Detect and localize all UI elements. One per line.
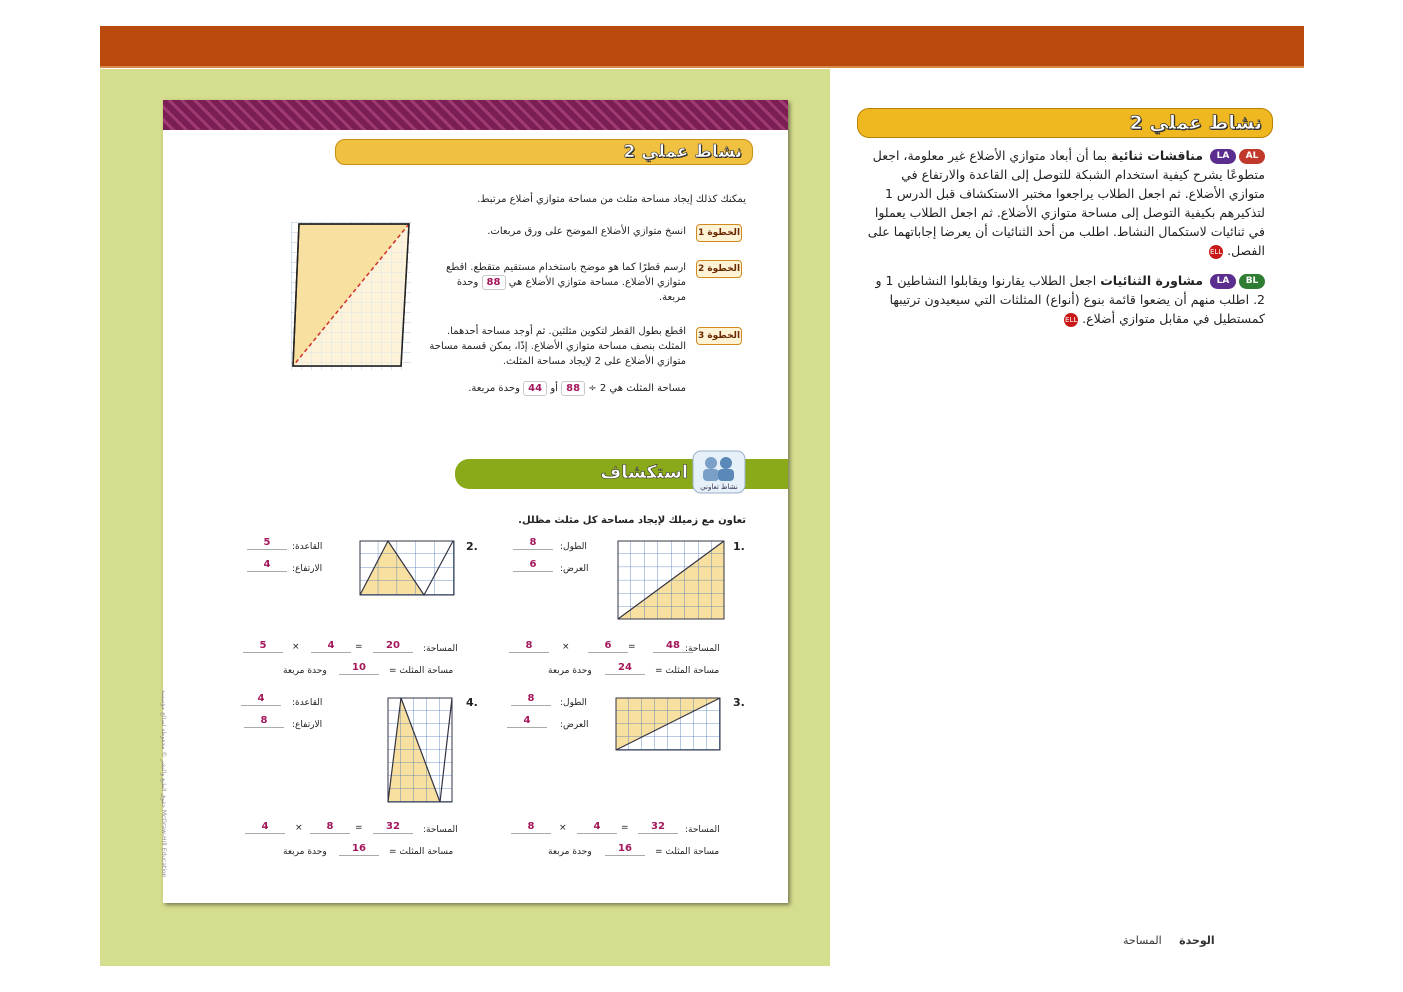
page-footer xyxy=(1123,934,1215,947)
note-1-text: بما أن أبعاد متوازي الأضلاع غير معلومة، اجعل متطوعًا يشرح كيفية استخدام الشبكة للتوصل إلى القاعدة والارتفاع في متوازي الأضلاع. ثم اجعل الطلاب يراجعوا مختبر الاستكشاف قبل الدرس 1 لتذكيرهم بكيفية التوصل إلى مساحة متوازي الأضلاع. ثم اجعل الطلاب يعملوا في ثنائيات لاستكمال النشاط. اطلب من أحد الثنائيات أن يعرضا إجاباتهما على الفصل. xyxy=(867,148,1265,258)
problem-1-area-a: 8 xyxy=(509,639,549,653)
problem-4-area-product: 32 xyxy=(373,820,413,834)
problem-1-value2: 6 xyxy=(513,558,553,572)
problem-2-area-a: 5 xyxy=(243,639,283,653)
problem-4-label1: القاعدة: xyxy=(292,698,323,708)
footer-unit-name: المساحة xyxy=(1123,934,1162,947)
problem-2-area-product: 20 xyxy=(373,639,413,653)
problem-1-triangle-label: مساحة المثلث = xyxy=(655,666,720,676)
note-pair-discussion xyxy=(865,146,1265,260)
note-1-heading: مناقشات ثنائية xyxy=(1111,148,1204,163)
area-second-answer: 44 xyxy=(523,381,547,396)
problem-3-area-product: 32 xyxy=(638,820,678,834)
level-pill-bl: BL xyxy=(1239,274,1265,289)
triangle-area-line: مساحة المثلث هي 2 ÷ 88 أو 44 وحدة مربعة. xyxy=(468,383,686,394)
problem-2-value1: 5 xyxy=(247,536,287,550)
problem-4-triangle-area: 16 xyxy=(339,842,379,856)
problem-4-number: 4. xyxy=(466,696,478,709)
explore-prompt: تعاون مع زميلك لإيجاد مساحة كل مثلث مظلل. xyxy=(518,515,746,526)
parallelogram-figure xyxy=(291,222,411,370)
problem-2-times: × xyxy=(292,642,300,652)
problem-3-equals: = xyxy=(621,823,629,833)
problem-3-label1: الطول: xyxy=(560,698,587,708)
page-title: نشاط عملي 2 xyxy=(623,142,742,162)
note-2-text: اجعل الطلاب يقارنوا ويقابلوا النشاطين 1 و 2. اطلب منهم أن يضعوا قائمة بنوع (أنواع) المثلثات التي سيعيدون ترتيبها كمستطيل في مقابل متوازي أضلاع. xyxy=(875,273,1265,326)
teacher-notes-title: نشاط عملي 2 xyxy=(1129,112,1262,134)
step-3-text: اقطع بطول القطر لتكوين مثلثين. ثم أوجد مساحة أحدهما. المثلث بنصف مساحة متوازي الأضلاع. إذًا، يمكن قسمة مساحة متوازي الأضلاع على 2 لإيجاد مساحة المثلث. xyxy=(429,326,686,367)
problem-1-value1: 8 xyxy=(513,536,553,550)
step-1-text: انسخ متوازي الأضلاع الموضح على ورق مربعات. xyxy=(487,226,686,237)
area-first-answer: 88 xyxy=(561,381,585,396)
problem-1-equals: = xyxy=(628,642,636,652)
explore-title: استكشاف xyxy=(600,462,688,483)
problem-1-area-label: المساحة: xyxy=(685,644,720,654)
problem-3-number: 3. xyxy=(733,696,745,709)
decorative-stripe xyxy=(163,100,788,130)
problem-1-times: × xyxy=(562,642,570,652)
problem-2-number: 2. xyxy=(466,540,478,553)
step-2-label: الخطوة 2 xyxy=(696,260,742,278)
problem-1-area-b: 6 xyxy=(588,639,628,653)
problem-3-triangle-area: 16 xyxy=(605,842,645,856)
problem-4-area-a: 4 xyxy=(245,820,285,834)
copyright-credit: حقوق الطبع والنشر © محفوظة لصالح مؤسسة McGraw-Hill Education xyxy=(160,690,167,878)
step-2-answer: 88 xyxy=(482,275,506,290)
problem-2-figure xyxy=(359,540,455,596)
top-header-bar xyxy=(100,26,1304,68)
problem-2-area-label: المساحة: xyxy=(423,644,458,654)
problem-4-area-label: المساحة: xyxy=(423,825,458,835)
problem-2-triangle-label: مساحة المثلث = xyxy=(389,666,454,676)
ell-reference-icon-2: ELL xyxy=(1064,313,1078,327)
problem-3-label2: العرض: xyxy=(560,720,589,730)
collaboration-badge-label: نشاط تعاوني xyxy=(700,483,738,491)
problem-1-figure xyxy=(617,540,725,620)
student-page xyxy=(163,100,788,903)
problem-2-triangle-area: 10 xyxy=(339,661,379,675)
ell-reference-icon: ELL xyxy=(1209,245,1223,259)
problem-3-area-b: 4 xyxy=(577,820,617,834)
problem-1-label1: الطول: xyxy=(560,542,587,552)
problem-1-label2: العرض: xyxy=(560,564,589,574)
problem-1-triangle-area: 24 xyxy=(605,661,645,675)
problem-3-unit: وحدة مربعة xyxy=(548,847,592,857)
problem-4-value1: 4 xyxy=(241,692,281,706)
level-pill-la: LA xyxy=(1210,149,1236,164)
problem-3-value2: 4 xyxy=(507,714,547,728)
intro-text: يمكنك كذلك إيجاد مساحة مثلث من مساحة متوازي أضلاع مرتبط. xyxy=(477,194,746,205)
problem-2-label1: القاعدة: xyxy=(292,542,323,552)
problem-4-label2: الارتفاع: xyxy=(292,720,323,730)
problem-2-unit: وحدة مربعة xyxy=(283,666,327,676)
problem-4-value2: 8 xyxy=(244,714,284,728)
problem-4-times: × xyxy=(295,823,303,833)
problem-3-area-a: 8 xyxy=(511,820,551,834)
problem-1-area-product: 48 xyxy=(653,639,693,653)
step-3-label: الخطوة 3 xyxy=(696,327,742,345)
problem-2-equals: = xyxy=(355,642,363,652)
problem-3-triangle-label: مساحة المثلث = xyxy=(655,847,720,857)
problem-2-label2: الارتفاع: xyxy=(292,564,323,574)
note-2-heading: مشاورة الثنائيات xyxy=(1100,273,1204,288)
step-1-label: الخطوة 1 xyxy=(696,224,742,242)
note-think-pair xyxy=(865,271,1265,328)
problem-4-area-b: 8 xyxy=(310,820,350,834)
problem-2-area-b: 4 xyxy=(311,639,351,653)
problem-2-value2: 4 xyxy=(247,558,287,572)
problem-4-figure xyxy=(387,697,453,803)
problem-3-area-label: المساحة: xyxy=(685,825,720,835)
problem-3-figure xyxy=(615,697,721,751)
level-pill-al: AL xyxy=(1239,149,1265,164)
problem-1-number: 1. xyxy=(733,540,745,553)
problem-4-equals: = xyxy=(355,823,363,833)
problem-1-unit: وحدة مربعة xyxy=(548,666,592,676)
teacher-notes-banner xyxy=(857,108,1273,138)
problem-4-triangle-label: مساحة المثلث = xyxy=(389,847,454,857)
step-2-text: ارسم قطرًا كما هو موضح باستخدام مستقيم متقطع. اقطع متوازي الأضلاع. مساحة متوازي الأضلاع هي 88 وحدة مربعة. xyxy=(446,262,686,303)
footer-unit-label: الوحدة xyxy=(1179,934,1215,947)
problem-3-times: × xyxy=(559,823,567,833)
hands-on-banner xyxy=(335,139,753,165)
problem-4-unit: وحدة مربعة xyxy=(283,847,327,857)
problem-3-value1: 8 xyxy=(511,692,551,706)
level-pill-la-2: LA xyxy=(1210,274,1236,289)
